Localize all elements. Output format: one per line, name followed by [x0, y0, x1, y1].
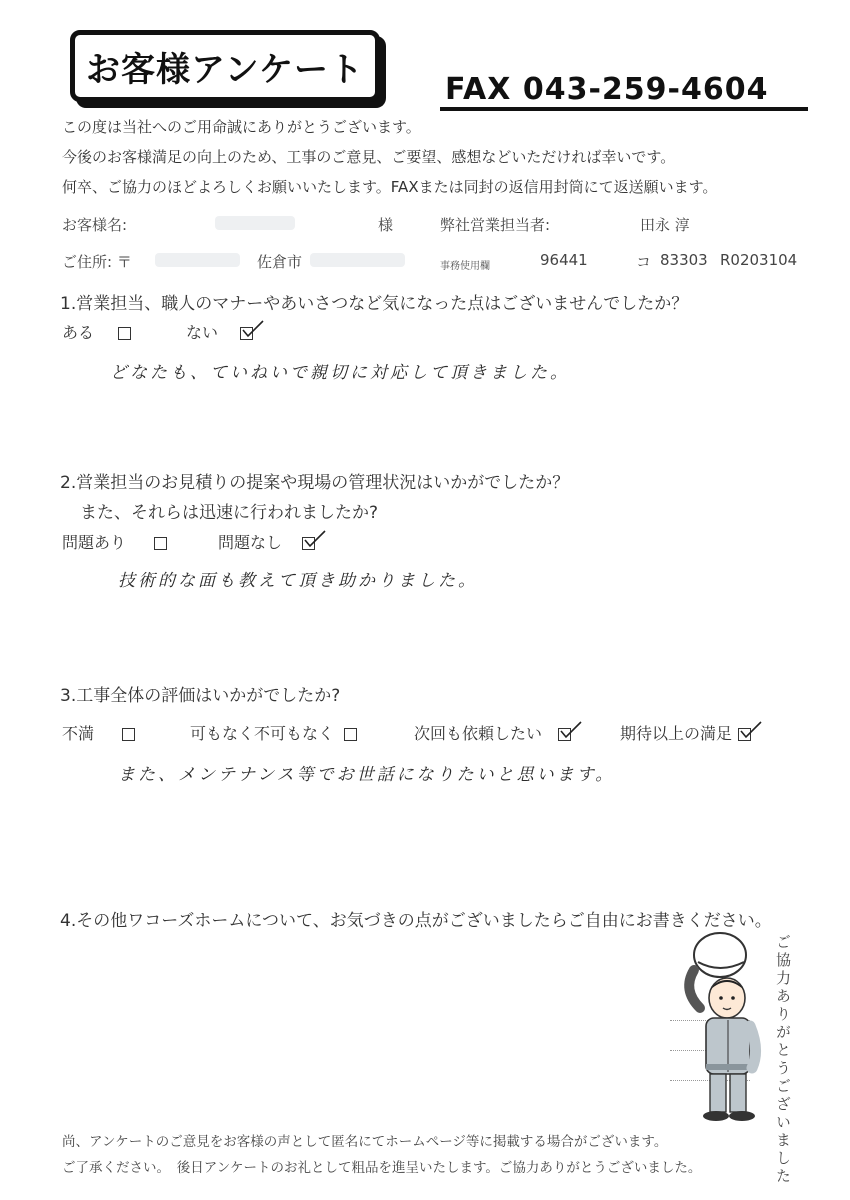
q1-option-label: ある: [62, 323, 95, 342]
honorific: 様: [378, 216, 394, 234]
footer-line-1: 尚、アンケートのご意見をお客様の声として匿名にてホームページ等に掲載する場合がございます。: [62, 1134, 668, 1150]
q2-question-2: また、それらは迅速に行われましたか?: [80, 503, 379, 523]
checkbox[interactable]: [154, 537, 167, 550]
q3-option-neutral[interactable]: [190, 721, 357, 744]
worker-mascot-illustration: [672, 930, 772, 1125]
checkbox[interactable]: [118, 327, 131, 340]
q3-option-label: 不満: [62, 724, 95, 743]
intro-line-2: 今後のお客様満足の向上のため、工事のご意見、ご要望、感想などいただければ幸いです。: [62, 148, 676, 166]
footer-line-2: ご了承ください。 後日アンケートのお礼として粗品を進呈いたします。ご協力ありがとうございました。: [62, 1160, 702, 1176]
q2-answer: 技術的な面も教えて頂き助かりました。: [118, 571, 478, 591]
checkmark-icon: [303, 530, 329, 552]
q3-question: 3.工事全体の評価はいかがでしたか?: [60, 686, 341, 706]
fax-underline: [440, 107, 808, 111]
staff-name: 田永 淳: [640, 216, 690, 234]
customer-name-label: お客様名:: [62, 216, 128, 234]
checkbox-checked[interactable]: [738, 728, 751, 741]
title-box: [70, 30, 380, 102]
redacted-address-1: [155, 253, 240, 267]
thank-you-vertical: ご協力ありがとうございました: [774, 934, 792, 1186]
q1-question: 1.営業担当、職人のマナーやあいさつなど気になった点はございませんでしたか？: [60, 294, 689, 314]
office-use-label: 事務使用欄: [440, 261, 490, 272]
q3-option-exceeded[interactable]: [620, 721, 751, 744]
address-city: 佐倉市: [257, 253, 303, 271]
q3-option-dissatisfied[interactable]: [62, 721, 135, 744]
q2-option-no-problem[interactable]: [218, 530, 315, 553]
q4-question: 4.その他ワコーズホームについて、お気づきの点がございましたらご自由にお書きください。: [60, 911, 772, 931]
code-1: 83303: [660, 251, 708, 269]
intro-line-1: この度は当社へのご用命誠にありがとうございます。: [62, 118, 421, 136]
q3-option-label: 次回も依頼したい: [414, 724, 543, 743]
redacted-address-2: [310, 253, 405, 267]
q3-option-label: 期待以上の満足: [620, 724, 733, 743]
checkbox-checked[interactable]: [240, 327, 253, 340]
checkbox[interactable]: [122, 728, 135, 741]
staff-label: 弊社営業担当者:: [440, 216, 551, 234]
q2-option-label: 問題あり: [62, 533, 127, 552]
q2-option-problem[interactable]: [62, 530, 167, 553]
q1-option-label: ない: [186, 323, 219, 342]
checkbox-checked[interactable]: [558, 728, 571, 741]
address-label: ご住所: 〒: [62, 253, 132, 271]
checkmark-icon: [739, 721, 765, 743]
intro-line-3: 何卒、ご協力のほどよろしくお願いいたします。FAXまたは同封の返信用封筒にて返送願います。: [62, 178, 718, 196]
checkbox[interactable]: [344, 728, 357, 741]
checkmark-icon: [241, 320, 267, 342]
q3-option-repeat[interactable]: [414, 721, 571, 744]
fax-number: FAX 043-259-4604: [445, 72, 769, 107]
redacted-name: [215, 216, 295, 230]
q2-question: 2.営業担当のお見積りの提案や現場の管理状況はいかがでしたか？: [60, 473, 570, 493]
office-code: 96441: [540, 251, 588, 269]
code-2: R0203104: [720, 251, 798, 269]
q3-answer: また、メンテナンス等でお世話になりたいと思います。: [118, 765, 616, 785]
q2-option-label: 問題なし: [218, 533, 283, 552]
q1-option-aru[interactable]: [62, 320, 131, 343]
checkbox-checked[interactable]: [302, 537, 315, 550]
q3-option-label: 可もなく不可もなく: [190, 724, 335, 743]
survey-title: お客様アンケート: [86, 49, 364, 90]
q1-option-nai[interactable]: [186, 320, 253, 343]
q1-answer: どなたも、ていねいで親切に対応して頂きました。: [110, 363, 570, 383]
code-prefix: コ: [636, 253, 652, 271]
checkmark-icon: [559, 721, 585, 743]
